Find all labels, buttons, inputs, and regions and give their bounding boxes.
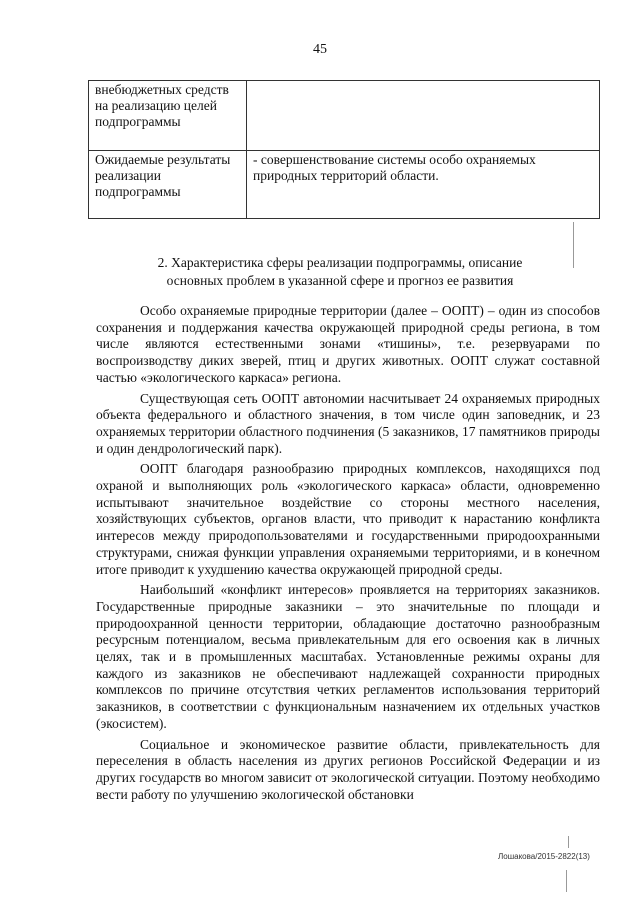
section-body bbox=[96, 303, 600, 807]
scan-artifact-mark bbox=[568, 836, 569, 848]
table-row bbox=[89, 81, 600, 151]
table-cell-value bbox=[247, 81, 600, 151]
page-number: 45 bbox=[313, 42, 327, 57]
scan-artifact-mark bbox=[573, 222, 574, 268]
table-cell-label: внебюджетных средств на реализацию целей подпрограммы bbox=[89, 81, 247, 151]
scan-artifact-mark bbox=[566, 870, 567, 892]
section-heading-line: основных проблем в указанной сфере и прогноз ее развития bbox=[166, 273, 514, 288]
paragraph: Существующая сеть ООПТ автономии насчитывает 24 охраняемых природных объекта федерального и областного значения, в том числе один заповедник, и 23 охраняемых территории областного подчинения (5 заказников, 17 памятников природы и один дендрологический парк). bbox=[96, 390, 600, 456]
document-code: Лошакова/2015-2822(13) bbox=[498, 852, 590, 861]
paragraph: Наибольший «конфликт интересов» проявляется на территориях заказников. Государственные природные заказники – это значительные по площади и природоохранной ценности территории, обладающие достаточно разнообразным ресурсным потенциалом, весьма привлекательным для его освоения как в личных целях, так и в промышленных масштабах. Установленные режимы охраны для каждого из заказников не обеспечивают надлежащей сохранности природных комплексов по причине отсутствия четких регламентов использования территорий заказников, в соответствии с функциональным назначением их отдельных участков (экосистем). bbox=[96, 582, 600, 731]
table-cell-value: - совершенствование системы особо охраняемых природных территорий области. bbox=[247, 151, 600, 219]
section-heading bbox=[120, 254, 560, 290]
table-cell-label: Ожидаемые результаты реализации подпрограммы bbox=[89, 151, 247, 219]
table-row bbox=[89, 151, 600, 219]
paragraph: Социальное и экономическое развитие области, привлекательность для переселения в область населения из других регионов Российской Федерации и из других государств во многом зависит от экологической ситуации. Поэтому необходимо вести работу по улучшению экологической обстановки bbox=[96, 736, 600, 802]
section-heading-line: 2. Характеристика сферы реализации подпрограммы, описание bbox=[157, 255, 523, 270]
paragraph: Особо охраняемые природные территории (далее – ООПТ) – один из способов сохранения и поддержания качества окружающей природной среды региона, в том числе являются естественными зонами «тишины», т.е. резервуарами по воспроизводству диких зверей, птиц и других животных. ООПТ служат составной частью «экологического каркаса» региона. bbox=[96, 303, 600, 385]
subprogram-info-table bbox=[88, 80, 600, 219]
paragraph: ООПТ благодаря разнообразию природных комплексов, находящихся под охраной и выполняющих роль «экологического каркаса» области, одновременно испытывают значительное воздействие со стороны местного населения, хозяйствующих субъектов, органов власти, что приводит к нарастанию конфликта интересов между природопользователями и государственными природоохранными структурами, снижая функции управления охраняемыми территориями, и в конечном итоге приводит к ухудшению качества окружающей природной среды. bbox=[96, 461, 600, 577]
